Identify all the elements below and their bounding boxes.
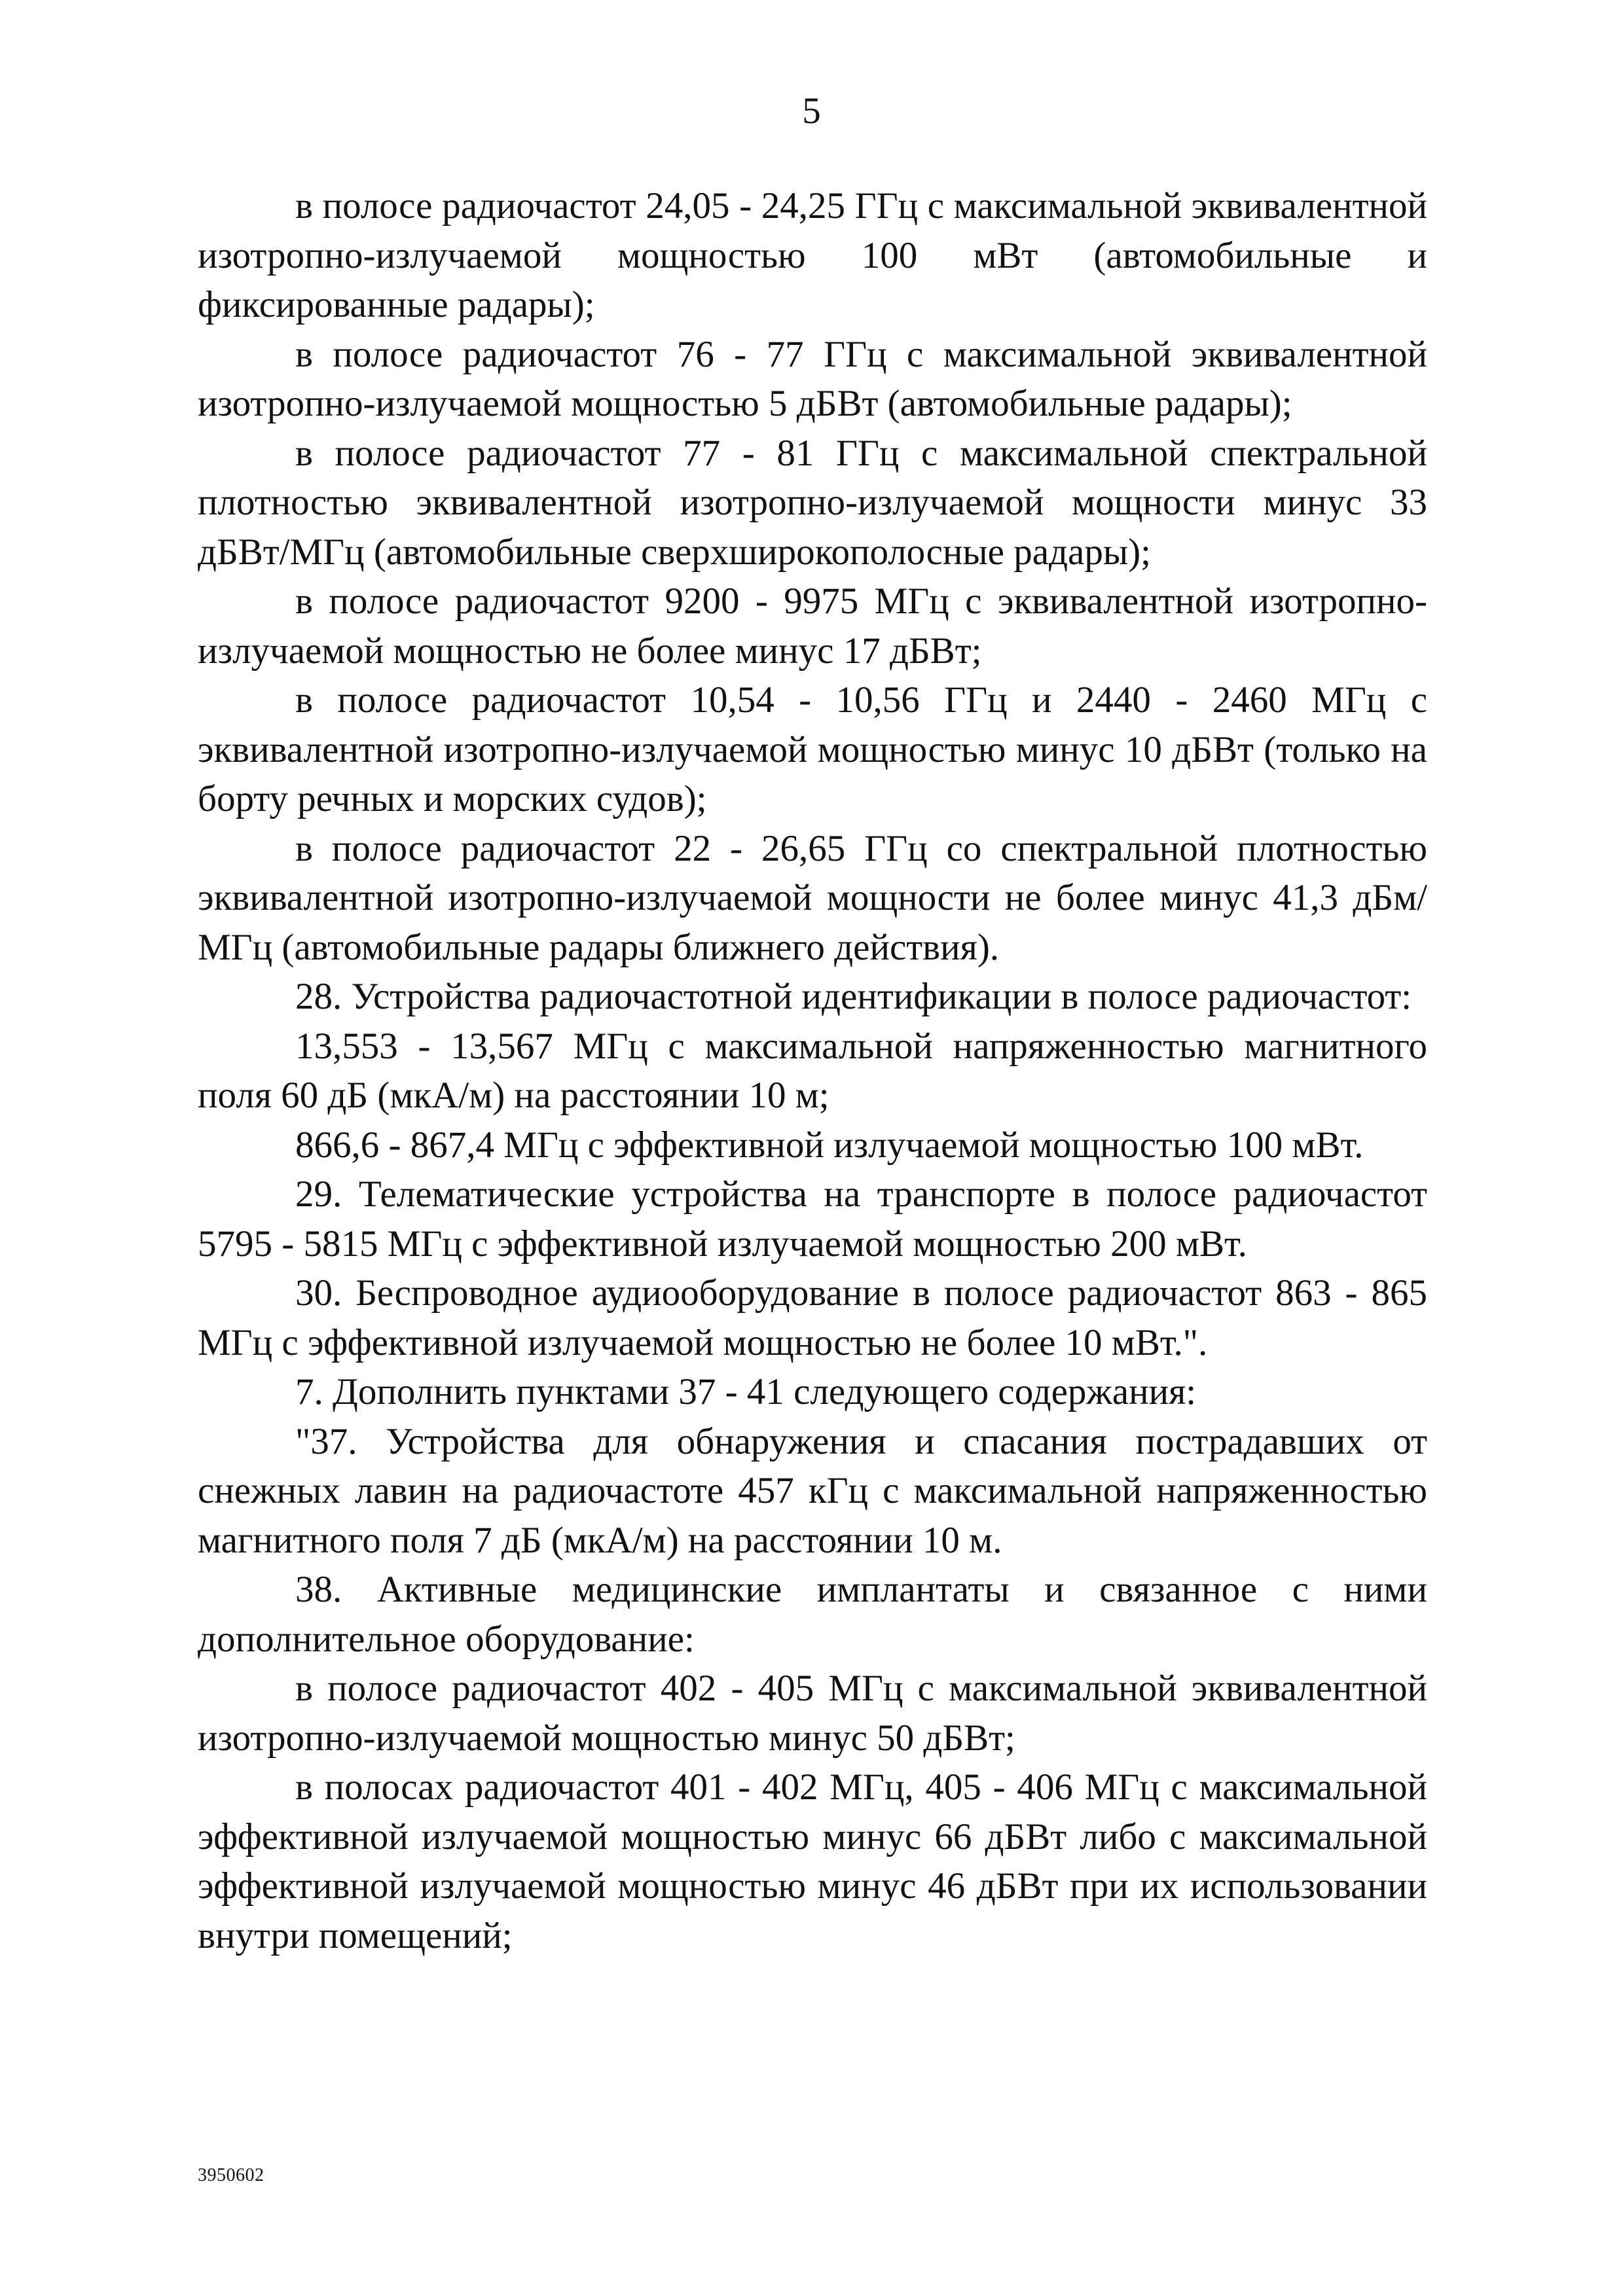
paragraph: в полосе радиочастот 10,54 - 10,56 ГГц и 2440 - 2460 МГц с эквивалентной изотропно-излучаемой мощностью минус 10 дБВт (только на борту речных и морских судов); (198, 679, 1427, 819)
paragraph: 29. Телематические устройства на транспорте в полосе радиочастот 5795 - 5815 МГц с эффективной излучаемой мощностью 200 мВт. (198, 1174, 1427, 1265)
paragraph: 13,553 - 13,567 МГц с максимальной напряженностью магнитного поля 60 дБ (мкА/м) на расстоянии 10 м; (198, 1025, 1427, 1116)
document-code: 3950602 (198, 2165, 264, 2185)
paragraph: 38. Активные медицинские имплантаты и связанное с ними дополнительное оборудование: (198, 1569, 1427, 1660)
paragraph: 30. Беспроводное аудиооборудование в полосе радиочастот 863 - 865 МГц с эффективной излучаемой мощностью не более 10 мВт.". (198, 1272, 1427, 1363)
page-number: 5 (802, 90, 821, 132)
paragraph: в полосе радиочастот 77 - 81 ГГц с максимальной спектральной плотностью эквивалентной изотропно-излучаемой мощности минус 33 дБВт/МГц (автомобильные сверхширокополосные радары); (198, 432, 1427, 573)
paragraph: в полосе радиочастот 76 - 77 ГГц с максимальной эквивалентной изотропно-излучаемой мощностью 5 дБВт (автомобильные радары); (198, 333, 1427, 424)
paragraph: 7. Дополнить пунктами 37 - 41 следующего содержания: (295, 1371, 1197, 1412)
paragraph: в полосах радиочастот 401 - 402 МГц, 405 - 406 МГц с максимальной эффективной излучаемой мощностью минус 66 дБВт либо с максимальной эффективной излучаемой мощностью минус 46 дБВт при их использовании внутри помещений; (198, 1767, 1427, 1956)
paragraph: "37. Устройства для обнаружения и спасания пострадавших от снежных лавин на радиочастоте 457 кГц с максимальной напряженностью магнитного поля 7 дБ (мкА/м) на расстоянии 10 м. (198, 1420, 1427, 1561)
paragraph: в полосе радиочастот 9200 - 9975 МГц с эквивалентной изотропно-излучаемой мощностью не более минус 17 дБВт; (198, 581, 1427, 672)
paragraph: в полосе радиочастот 24,05 - 24,25 ГГц с максимальной эквивалентной изотропно-излучаемой мощностью 100 мВт (автомобильные и фиксированные радары); (198, 185, 1427, 325)
paragraph: в полосе радиочастот 22 - 26,65 ГГц со спектральной плотностью эквивалентной изотропно-излучаемой мощности не более минус 41,3 дБм/МГц (автомобильные радары ближнего действия). (198, 827, 1427, 968)
paragraph: в полосе радиочастот 402 - 405 МГц с максимальной эквивалентной изотропно-излучаемой мощностью минус 50 дБВт; (198, 1668, 1427, 1759)
document-body (198, 181, 1427, 1960)
paragraph: 28. Устройства радиочастотной идентификации в полосе радиочастот: (295, 976, 1412, 1017)
paragraph: 866,6 - 867,4 МГц с эффективной излучаемой мощностью 100 мВт. (295, 1124, 1364, 1166)
